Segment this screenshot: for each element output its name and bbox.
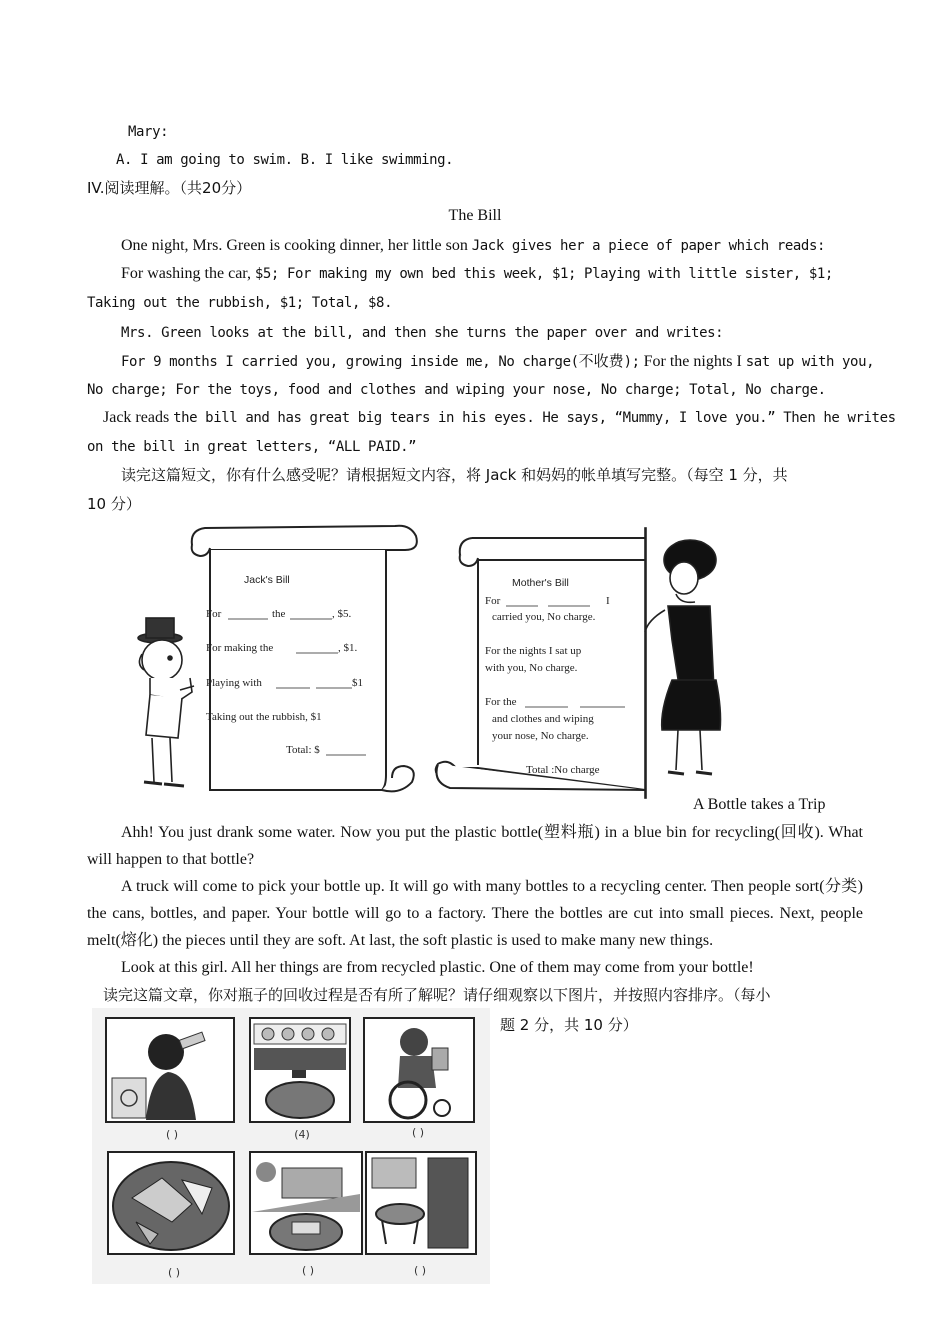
mother-bill-line3-b: and clothes and wiping: [492, 713, 594, 725]
mother-bill-line2-b: with you, No charge.: [485, 662, 578, 674]
picture-6-label: ( ): [413, 1264, 427, 1277]
jack-bill-total: Total: $: [286, 744, 320, 756]
jack-bill-line1-a: For: [206, 608, 222, 620]
passage1-para2: For washing the car, $5; For making my own bed this week, $1; Playing with little sister, $1;: [121, 265, 833, 282]
picture-5-label: ( ): [301, 1264, 315, 1277]
jack-bill-line3: Playing with: [206, 677, 262, 689]
jack-bill-title: Jack's Bill: [244, 574, 290, 586]
passage1-title: The Bill: [448, 207, 502, 224]
mother-bill-line1-c: carried you, No charge.: [492, 611, 596, 623]
jack-bill-line4: Taking out the rubbish, $1: [206, 711, 322, 723]
passage1-para1: One night, Mrs. Green is cooking dinner, her little son Jack gives her a piece of paper which reads:: [121, 237, 825, 254]
passage2-task: 读完这篇文章，你对瓶子的回收过程是否有所了解呢？请仔细观察以下图片，并按照内容排序。（每小: [103, 986, 771, 1004]
picture-girl-wheelchair: [364, 1018, 474, 1122]
passage1-para5: Jack reads the bill and has great big tears in his eyes. He says, “Mummy, I love you.” Then he writes: [103, 409, 896, 426]
picture-1-label: ( ): [165, 1128, 179, 1141]
bills-figure: [120, 520, 740, 800]
picture-recycling-center: [250, 1152, 362, 1254]
jack-bill-line3-end: $1: [352, 677, 363, 689]
passage1-para4-cont: No charge; For the toys, food and clothes and wiping your nose, No charge; Total, No charge.: [87, 382, 826, 398]
jack-bill-line1-c: , $5.: [332, 608, 352, 620]
passage2-para1: Ahh! You just drank some water. Now you put the plastic bottle(塑料瓶) in a blue bin for recycling(回收). What will happen to that bottle?: [87, 824, 863, 868]
passage1-task-cont: 10 分）: [87, 495, 141, 513]
picture-melting: [366, 1152, 476, 1254]
passage2-title: A Bottle takes a Trip: [693, 796, 826, 813]
mother-bill-total: Total :No charge: [526, 764, 600, 776]
picture-boy-drinking: [106, 1018, 234, 1122]
jack-bill-line2-end: , $1.: [338, 642, 358, 654]
passage1-task: 读完这篇短文，你有什么感受呢？请根据短文内容，将 Jack 和妈妈的帐单填写完整。（每空 1 分，共: [121, 466, 788, 484]
passage1-para3: Mrs. Green looks at the bill, and then she turns the paper over and writes:: [121, 325, 724, 341]
passage2-task-cont: 题 2 分，共 10 分）: [500, 1016, 638, 1034]
jack-illustration: [138, 618, 194, 786]
dialogue-options: A. I am going to swim. B. I like swimming.: [116, 152, 454, 168]
picture-3-label: ( ): [411, 1126, 425, 1139]
jack-bill-line2: For making the: [206, 642, 274, 654]
passage1-para2-cont: Taking out the rubbish, $1; Total, $8.: [87, 295, 393, 311]
picture-2-label: (4): [294, 1128, 310, 1141]
mother-bill-title: Mother's Bill: [512, 577, 569, 589]
passage2-para3: Look at this girl. All her things are from recycled plastic. One of them may come from your bottle!: [121, 959, 754, 976]
picture-factory-cutting: [250, 1018, 350, 1122]
passage1-para5-cont: on the bill in great letters, “ALL PAID.”: [87, 439, 417, 455]
picture-sorting-pile: [108, 1152, 234, 1254]
mother-illustration: [645, 528, 721, 798]
dialogue-speaker: Mary:: [128, 124, 169, 140]
section-heading: IV.阅读理解。（共20分）: [87, 179, 252, 197]
passage1-para4: For 9 months I carried you, growing inside me, No charge(不收费); For the nights I sat up with you,: [121, 352, 875, 370]
picture-4-label: ( ): [167, 1266, 181, 1279]
jack-bill-line1-b: the: [272, 608, 286, 620]
recycling-pictures: [92, 1008, 490, 1284]
mother-bill-line1-a: For: [485, 595, 501, 607]
mother-bill-line1-b: I: [606, 595, 610, 607]
mother-bill-line3-c: your nose, No charge.: [492, 730, 589, 742]
mother-bill-line2-a: For the nights I sat up: [485, 645, 582, 657]
passage2-para2: A truck will come to pick your bottle up. It will go with many bottles to a recycling center. Then people sort(分类) the cans, bottles, and paper. Your bottle will go to a factory. There the bottles are cut into small pieces. Next, people melt(熔化) the pieces until they are soft. At last, the soft plastic is used to make many new things.: [87, 878, 863, 949]
mother-bill-line3-a: For the: [485, 696, 517, 708]
